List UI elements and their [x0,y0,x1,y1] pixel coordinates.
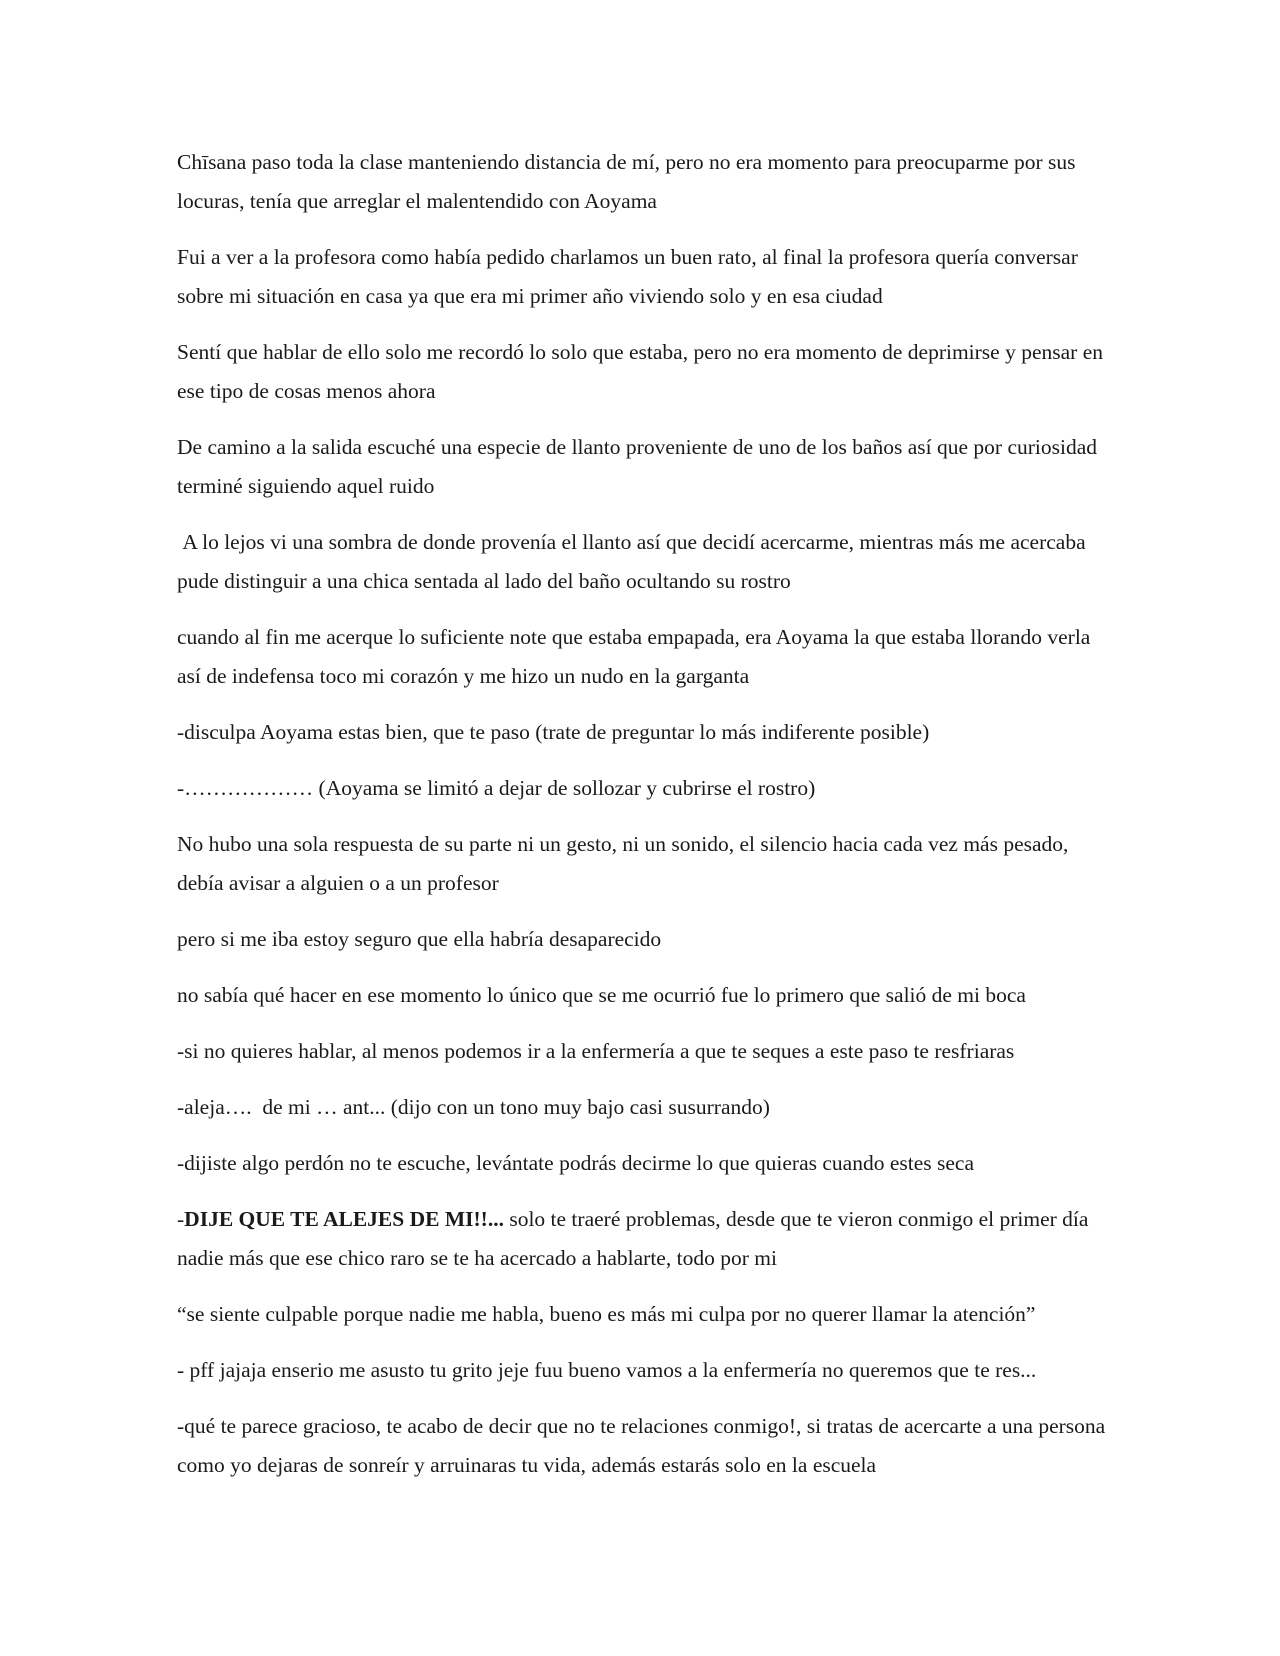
paragraph-11: no sabía qué hacer en ese momento lo único que se me ocurrió fue lo primero que salió de mi boca [177,983,1026,1007]
paragraph-1: Chīsana paso toda la clase manteniendo distancia de mí, pero no era momento para preocuparme por sus locuras, tenía que arreglar el malentendido con Aoyama [177,150,1076,213]
shout-bold-text: DIJE QUE TE ALEJES DE MI!!... [184,1207,504,1231]
paragraph-12: -si no quieres hablar, al menos podemos ir a la enfermería a que te seques a este paso te resfriaras [177,1039,1015,1063]
shout-prefix: - [177,1207,185,1231]
paragraph-5: A lo lejos vi una sombra de donde provenía el llanto así que decidí acercarme, mientras más me acercaba pude distinguir a una chica sentada al lado del baño ocultando su rostro [177,530,1091,593]
shout-rest-text: solo te traeré problemas, desde que te vieron conmigo el primer día nadie más que ese chico raro se te ha acercado a hablarte, todo por mi [177,1207,1094,1270]
paragraph-7: -disculpa Aoyama estas bien, que te paso (trate de preguntar lo más indiferente posible) [177,720,930,744]
paragraph-4: De camino a la salida escuché una especie de llanto proveniente de uno de los baños así que por curiosidad terminé siguiendo aquel ruido [177,435,1097,498]
paragraph-13: -aleja…. de mi … ant... (dijo con un tono muy bajo casi susurrando) [177,1095,770,1119]
paragraph-2: Fui a ver a la profesora como había pedido charlamos un buen rato, al final la profesora quería conversar sobre mi situación en casa ya que era mi primer año viviendo solo y en esa ciudad [177,245,1078,308]
paragraph-14: -dijiste algo perdón no te escuche, levántate podrás decirme lo que quieras cuando estes seca [177,1151,974,1175]
paragraph-9: No hubo una sola respuesta de su parte ni un gesto, ni un sonido, el silencio hacia cada vez más pesado, debía avisar a alguien o a un profesor [177,832,1069,895]
paragraph-15-shout [177,1200,1117,1278]
paragraph-3: Sentí que hablar de ello solo me recordó lo solo que estaba, pero no era momento de deprimirse y pensar en ese tipo de cosas menos ahora [177,340,1104,403]
paragraph-6: cuando al fin me acerque lo suficiente note que estaba empapada, era Aoyama la que estaba llorando verla así de indefensa toco mi corazón y me hizo un nudo en la garganta [177,625,1091,688]
document-body [177,143,1117,1502]
paragraph-17: - pff jajaja enserio me asusto tu grito jeje fuu bueno vamos a la enfermería no queremos que te res... [177,1358,1037,1382]
paragraph-18: -qué te parece gracioso, te acabo de decir que no te relaciones conmigo!, si tratas de acercarte a una persona como yo dejaras de sonreír y arruinaras tu vida, además estarás solo en la escuela [177,1414,1106,1477]
paragraph-10: pero si me iba estoy seguro que ella habría desaparecido [177,927,662,951]
paragraph-16: “se siente culpable porque nadie me habla, bueno es más mi culpa por no querer llamar la atención” [177,1302,1036,1326]
paragraph-8: -……………… (Aoyama se limitó a dejar de sollozar y cubrirse el rostro) [177,776,816,800]
